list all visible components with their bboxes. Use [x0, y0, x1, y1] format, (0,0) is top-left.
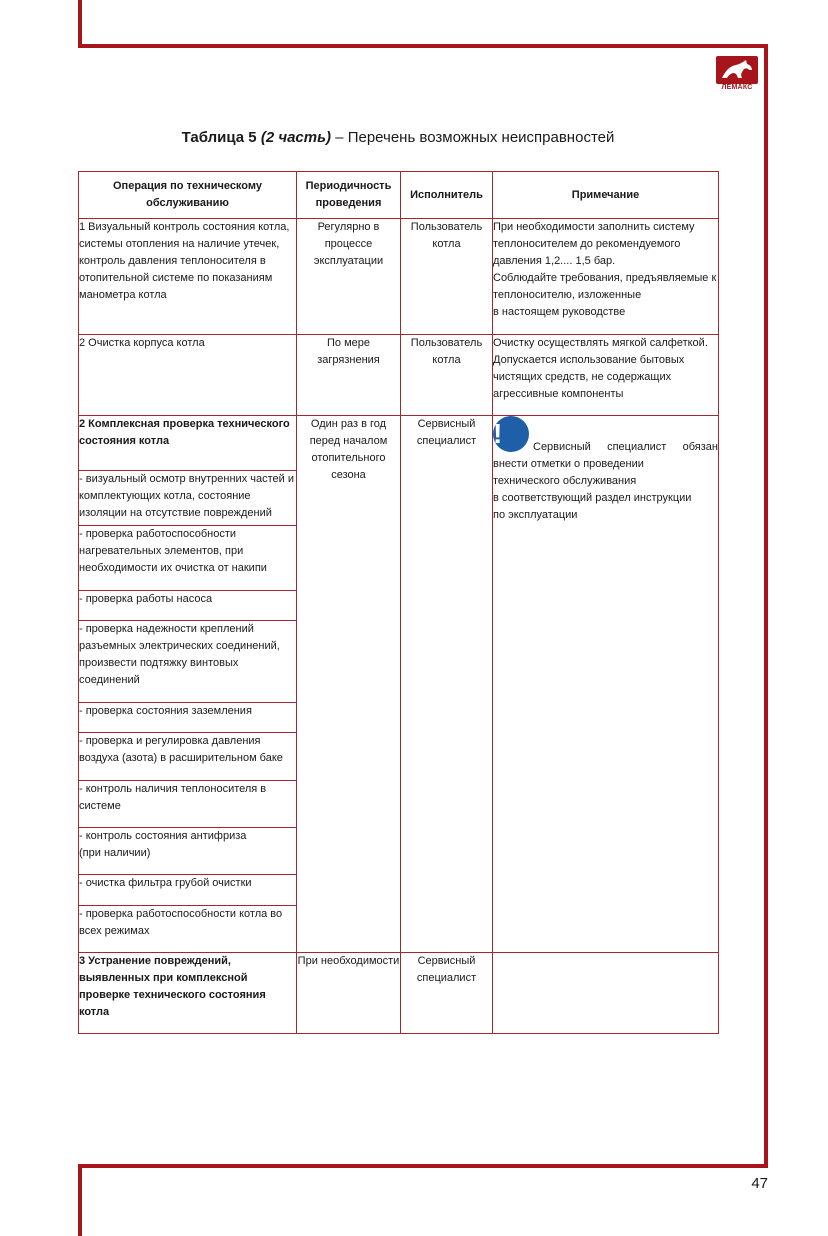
- row4-note: [493, 953, 719, 1034]
- subitem-coolant: - контроль наличия теплоносителя в системе: [79, 781, 297, 828]
- table-row: [79, 953, 719, 1034]
- subitem-heaters: - проверка работоспособности нагревательных элементов, при необходимости их очистка от накипи: [79, 526, 297, 591]
- caption-italic: (2 часть): [260, 129, 332, 146]
- frame-right: [764, 44, 768, 1168]
- table-row: [79, 335, 719, 416]
- row1-period: Регулярно в процессе эксплуатации: [297, 219, 401, 335]
- frame-bottom-vertical: [78, 1164, 82, 1236]
- table-row: [79, 416, 719, 471]
- table-header-row: [79, 172, 719, 219]
- row2-period: По мере загрязнения: [297, 335, 401, 416]
- row4-period: При необходимости: [297, 953, 401, 1034]
- row2-executor: Пользователь котла: [401, 335, 493, 416]
- header-note: Примечание: [493, 172, 719, 219]
- horse-logo-icon: [716, 56, 758, 84]
- frame-top-vertical: [78, 0, 82, 48]
- header-operation: Операция по техническому обслуживанию: [79, 172, 297, 219]
- row1-operation: 1 Визуальный контроль состояния котла, системы отопления на наличие утечек, контроль давления теплоносителя в отопительной системе по показаниям манометра котла: [79, 219, 297, 335]
- row3-period: Один раз в год перед началом отопительного сезона: [297, 416, 401, 953]
- row3-note: [493, 416, 719, 953]
- logo-text: ЛЕМАКС: [721, 84, 753, 91]
- row4-operation: 3 Устранение повреждений, выявленных при комплексной проверке технического состояния котла: [79, 953, 297, 1034]
- row3-note-line1: Сервисный специалист обязан: [533, 441, 718, 453]
- brand-logo: [716, 56, 758, 92]
- subitem-modes: - проверка работоспособности котла во всех режимах: [79, 906, 297, 953]
- row3-note-rest: внести отметки о проведении технического обслуживания в соответствующий раздел инструкции по эксплуатации: [493, 458, 692, 521]
- header-period: Периодичность проведения: [297, 172, 401, 219]
- maintenance-table: [78, 171, 719, 1034]
- caption-rest: – Перечень возможных неисправностей: [331, 129, 615, 146]
- page-number: 47: [751, 1175, 768, 1192]
- subitem-antifreeze: - контроль состояния антифриза (при наличии): [79, 828, 297, 875]
- row3-executor: Сервисный специалист: [401, 416, 493, 953]
- row2-operation: 2 Очистка корпуса котла: [79, 335, 297, 416]
- exclamation-icon: !: [493, 416, 529, 452]
- row1-executor: Пользователь котла: [401, 219, 493, 335]
- table-row: [79, 219, 719, 335]
- table-caption: [78, 129, 718, 146]
- row4-executor: Сервисный специалист: [401, 953, 493, 1034]
- caption-bold: Таблица 5: [181, 129, 257, 146]
- row1-note: При необходимости заполнить систему теплоносителем до рекомендуемого давления 1,2.... 1,5 бар. Соблюдайте требования, предъявляемые к теплоносителю, изложенные в настоящем руководстве: [493, 219, 719, 335]
- subitem-connections: - проверка надежности креплений разъемных электрических соединений, произвести подтяжку винтовых соединений: [79, 621, 297, 703]
- subitem-inspection: - визуальный осмотр внутренних частей и комплектующих котла, состояние изоляции на отсутствие повреждений: [79, 471, 297, 526]
- subitem-filter: - очистка фильтра грубой очистки: [79, 875, 297, 906]
- frame-bottom-horizontal: [78, 1164, 768, 1168]
- subitem-pump: - проверка работы насоса: [79, 591, 297, 621]
- frame-top-horizontal: [78, 44, 768, 48]
- row2-note: Очистку осуществлять мягкой салфеткой. Допускается использование бытовых чистящих средств, не содержащих агрессивные компоненты: [493, 335, 719, 416]
- header-executor: Исполнитель: [401, 172, 493, 219]
- subitem-expansion-tank: - проверка и регулировка давления воздуха (азота) в расширительном баке: [79, 733, 297, 781]
- subitem-grounding: - проверка состояния заземления: [79, 703, 297, 733]
- row3-operation: 2 Комплексная проверка технического состояния котла: [79, 416, 297, 471]
